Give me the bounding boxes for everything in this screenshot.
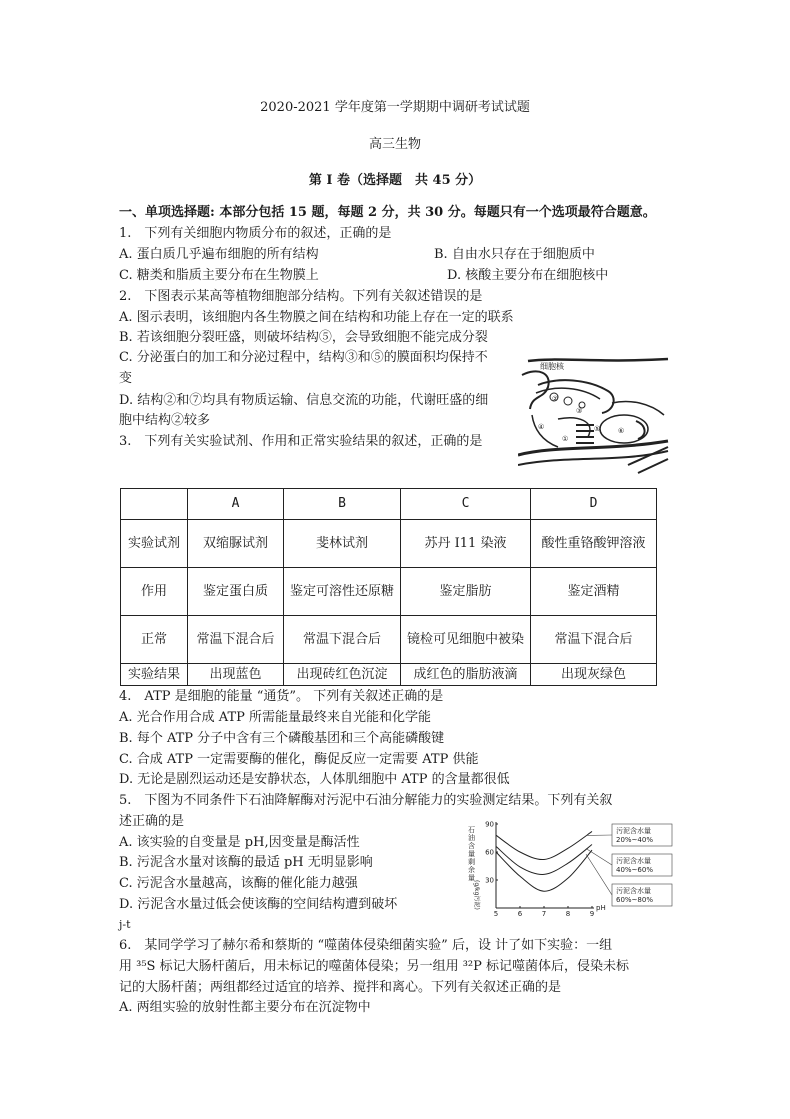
table-cell: 实验试剂 <box>121 520 188 568</box>
q4-stem: 4. ATP 是细胞的能量 “通货”。 下列有关叙述正确的是 <box>119 689 444 704</box>
q4-option-a: A. 光合作用合成 ATP 所需能量最终来自光能和化学能 <box>119 710 432 725</box>
ylabel-char: 石 <box>468 826 475 834</box>
q1-option-d: D. 核酸主要分布在细胞核中 <box>447 268 609 283</box>
q5-enzyme-chart <box>464 818 676 920</box>
table-cell: 双缩脲试剂 <box>188 520 284 568</box>
q1-stem: 1. 下列有关细胞内物质分布的叙述，正确的是 <box>119 226 392 241</box>
q1-option-b: B. 自由水只存在于细胞质中 <box>434 247 595 262</box>
table-cell: D <box>531 489 657 520</box>
section-title: 第 I 卷（选择题 共 45 分） <box>308 173 482 188</box>
svg-text:⑥: ⑥ <box>618 427 625 435</box>
ylabel-char: 量 <box>468 850 475 858</box>
table-cell: 鉴定酒精 <box>531 568 657 616</box>
q5-stem-line1: 5. 下图为不同条件下石油降解酶对污泥中石油分解能力的实验测定结果。下列有关叙 <box>119 793 613 808</box>
svg-text:④: ④ <box>538 423 545 431</box>
q1-option-c: C. 糖类和脂质主要分布在生物膜上 <box>119 268 319 283</box>
y-tick-label: 60 <box>485 848 494 857</box>
legend-text: 污泥含水量 <box>616 887 651 895</box>
cell-structure-figure <box>518 355 670 479</box>
x-tick-label: 8 <box>565 910 571 918</box>
exam-title: 2020-2021 学年度第一学期期中调研考试试题 <box>260 100 530 115</box>
ylabel-char: 量 <box>468 874 475 882</box>
table-cell: 出现灰绿色 <box>531 664 657 686</box>
q6-option-a: A. 两组实验的放射性都主要分布在沉淀物中 <box>119 1000 371 1015</box>
table-row <box>121 520 657 568</box>
table-header-row <box>121 489 657 520</box>
q4-option-c: C. 合成 ATP 一定需要酶的催化，酶促反应一定需要 ATP 供能 <box>119 752 479 767</box>
legend-text: 污泥含水量 <box>616 827 651 835</box>
svg-text:③: ③ <box>576 407 583 415</box>
table-cell: 正常 <box>121 616 188 664</box>
x-axis-label: pH <box>596 904 606 912</box>
table-cell: 镜检可见细胞中被染 <box>401 616 531 664</box>
ylabel-char: 油 <box>468 834 475 842</box>
x-tick-label: 6 <box>517 910 523 918</box>
q5-option-c: C. 污泥含水量越高，该酶的催化能力越强 <box>119 876 358 891</box>
table-cell: 鉴定脂肪 <box>401 568 531 616</box>
table-cell: 成红色的脂肪液滴 <box>401 664 531 686</box>
table-cell: 出现蓝色 <box>188 664 284 686</box>
legend-leader <box>586 854 612 895</box>
svg-text:①: ① <box>562 435 569 443</box>
svg-text:②: ② <box>552 395 559 403</box>
table-row <box>121 664 657 686</box>
table-cell: 实验结果 <box>121 664 188 686</box>
legend-text: 20%~40% <box>616 836 653 844</box>
q5-option-d-line1: D. 污泥含水量过低会使该酶的空间结构遭到破坏 <box>119 897 398 912</box>
q5-stem-line2: 述正确的是 <box>119 814 185 829</box>
q2-option-d-line2: 胞中结构②较多 <box>119 413 211 428</box>
legend-text: 污泥含水量 <box>616 857 651 865</box>
q2-option-d-line1: D. 结构②和⑦均具有物质运输、信息交流的功能，代谢旺盛的细 <box>119 393 489 408</box>
ylabel-char: 余 <box>468 866 475 874</box>
q5-option-a: A. 该实验的自变量是 pH,因变量是酶活性 <box>119 835 360 850</box>
table-cell: 苏丹 I11 染液 <box>401 520 531 568</box>
table-cell: 常温下混合后 <box>188 616 284 664</box>
chart-axes <box>496 822 594 908</box>
table-cell: C <box>401 489 531 520</box>
ylabel-unit: (g/kg污泥) <box>473 880 480 910</box>
q2-option-b: B. 若该细胞分裂旺盛，则破坏结构⑤，会导致细胞不能完成分裂 <box>119 330 488 345</box>
x-tick-label: 7 <box>541 910 547 918</box>
y-tick-label: 30 <box>485 876 494 885</box>
svg-text:⑤: ⑤ <box>594 425 601 433</box>
q2-option-c-line1: C. 分泌蛋白的加工和分泌过程中，结构③和⑤的膜面积均保持不 <box>119 350 488 365</box>
legend-text: 40%~60% <box>616 866 653 874</box>
subject-title: 高三生物 <box>368 137 421 152</box>
y-tick-label: 90 <box>485 820 494 829</box>
legend-text: 60%~80% <box>616 896 653 904</box>
q2-stem: 2. 下图表示某高等植物细胞部分结构。下列有关叙述错误的是 <box>119 289 483 304</box>
x-tick-label: 9 <box>589 910 595 918</box>
nucleus-label: 细胞核 <box>540 362 564 371</box>
table-cell: 鉴定蛋白质 <box>188 568 284 616</box>
q6-line3: 记的大肠杆菌；两组都经过适宜的培养、搅拌和离心。下列有关叙述正确的是 <box>119 980 562 995</box>
q5-option-d-line2: j-t <box>119 918 131 931</box>
q2-option-a: A. 图示表明，该细胞内各生物膜之间在结构和功能上存在一定的联系 <box>119 310 514 325</box>
q3-stem: 3. 下列有关实验试剂、作用和正常实验结果的叙述，正确的是 <box>119 434 483 449</box>
table-cell: B <box>284 489 401 520</box>
q3-experiment-table <box>120 488 657 686</box>
table-cell <box>121 489 188 520</box>
chart-ylabel <box>468 826 481 910</box>
ylabel-char: 含 <box>468 842 475 850</box>
chart-series <box>496 831 592 891</box>
table-row <box>121 616 657 664</box>
legend-leader <box>586 849 612 865</box>
q2-option-c-line2: 变 <box>119 371 133 386</box>
section-instruction: 一、单项选择题: 本部分包括 15 题，每题 2 分，共 30 分。每题只有一个选项最符合题意。 <box>119 205 656 220</box>
ylabel-char: 剩 <box>468 858 475 866</box>
q1-option-a: A. 蛋白质几乎遍布细胞的所有结构 <box>119 247 319 262</box>
table-cell: 出现砖红色沉淀 <box>284 664 401 686</box>
table-cell: 常温下混合后 <box>531 616 657 664</box>
q4-option-d: D. 无论是剧烈运动还是安静状态，人体肌细胞中 ATP 的含量都很低 <box>119 772 510 787</box>
table-cell: 作用 <box>121 568 188 616</box>
q4-option-b: B. 每个 ATP 分子中含有三个磷酸基团和三个高能磷酸键 <box>119 731 445 746</box>
q6-line1: 6. 某同学学习了赫尔希和蔡斯的 “噬菌体侵染细菌实验” 后，设 计了如下实验：一组 <box>119 938 613 953</box>
table-row <box>121 568 657 616</box>
table-cell: 斐林试剂 <box>284 520 401 568</box>
series-line <box>496 831 592 859</box>
table-cell: A <box>188 489 284 520</box>
chart-legend <box>586 824 672 906</box>
table-cell: 鉴定可溶性还原糖 <box>284 568 401 616</box>
x-tick-label: 5 <box>493 910 499 918</box>
table-cell: 常温下混合后 <box>284 616 401 664</box>
table-cell: 酸性重铬酸钾溶液 <box>531 520 657 568</box>
q5-option-b: B. 污泥含水量对该酶的最适 pH 无明显影响 <box>119 855 373 870</box>
q6-line2: 用 ³⁵S 标记大肠杆菌后，用未标记的噬菌体侵染；另一组用 ³²P 标记噬菌体后，侵染未标 <box>119 959 630 974</box>
